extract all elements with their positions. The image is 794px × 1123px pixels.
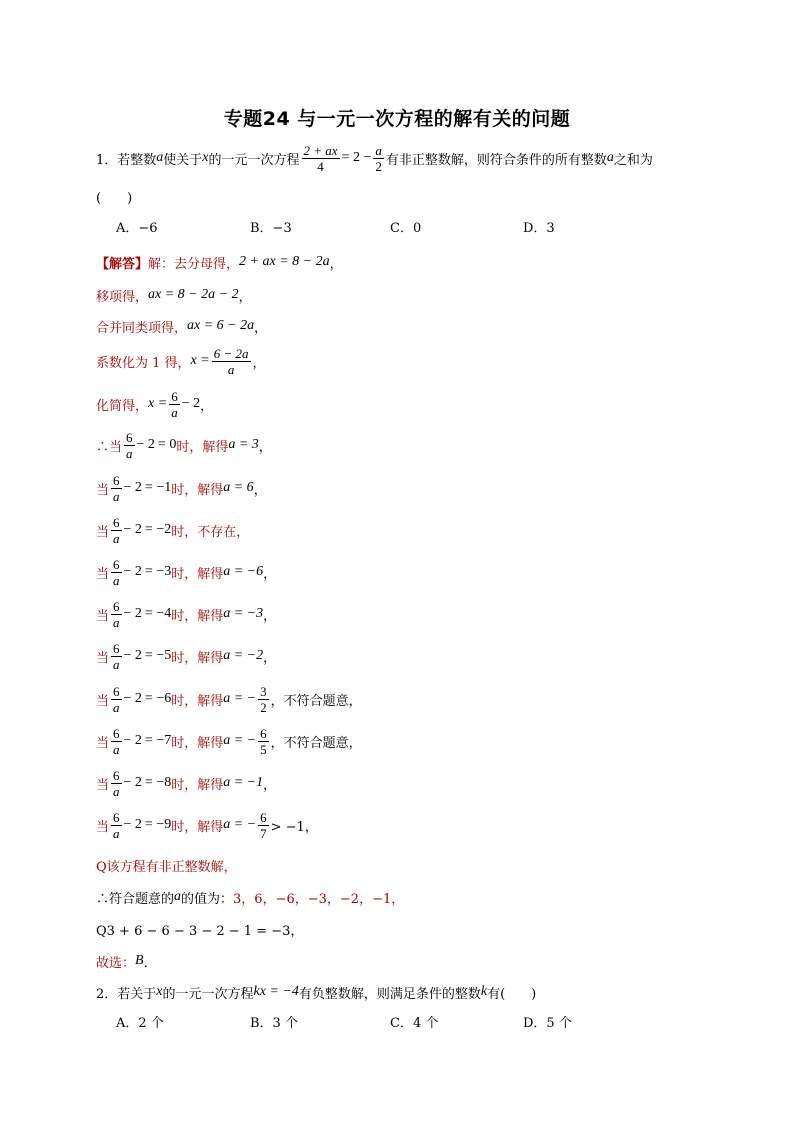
case-minus-two: − 2 (123, 775, 142, 790)
q1-var-a: a (156, 150, 164, 165)
case-prefix: 当 (96, 777, 110, 793)
case-tail: > −1， (270, 819, 318, 835)
solution-case-line (96, 809, 318, 841)
solution-choice-end: ． (143, 955, 157, 971)
case-value: = 0 (157, 437, 177, 452)
q2-suffix: 有负整数解，则满足条件的整数 (298, 986, 481, 1002)
case-minus-two: − 2 (123, 817, 142, 832)
q2-prefix: 2．若关于 (96, 986, 157, 1002)
q2-var-k: k (480, 984, 488, 999)
solution-l2-text: 移项得， (96, 289, 149, 305)
q1-mid1: 使关于 (163, 152, 203, 168)
case-fraction (111, 515, 122, 546)
case-text: 时，解得 (171, 566, 224, 582)
case-result: a = −6 (223, 564, 264, 579)
q2-var-x: x (156, 984, 163, 999)
solution-l1-text: 解：去分母得， (148, 256, 240, 272)
case-frac-denominator: a (113, 699, 120, 715)
case-frac-denominator: a (113, 488, 120, 504)
case-result: a = −3 (223, 606, 264, 621)
solution-line-3 (96, 314, 267, 338)
case-prefix: 当 (96, 693, 110, 709)
q2-option-c[interactable]: C．4 个 (390, 1016, 439, 1031)
case-text: 时，解得 (171, 819, 224, 835)
solution-l3-text: 合并同类项得， (96, 320, 188, 336)
solution-l5-fraction (169, 389, 180, 420)
case-result: a = −1 (223, 775, 264, 790)
q1-fraction-2 (373, 143, 384, 174)
solution-l5-text: 化简得， (96, 398, 149, 414)
q2-option-b[interactable]: B．3 个 (250, 1016, 298, 1031)
solution-l3-math: ax = 6 − 2a (187, 318, 255, 333)
question-2 (96, 980, 536, 1004)
q1-equals: = 2 − (341, 150, 372, 165)
solution-case-line (96, 429, 272, 461)
case-frac-numerator: 6 (113, 556, 120, 572)
case-result-fraction (258, 684, 269, 715)
case-minus-two: − 2 (123, 648, 142, 663)
case-fraction (111, 557, 122, 588)
q2-equation: kx = −4 (253, 984, 299, 999)
case-frac-denominator: a (113, 783, 120, 799)
case-prefix: ∴当 (96, 439, 123, 455)
solution-l4-end: ， (252, 355, 266, 371)
case-frac-denominator: a (126, 445, 133, 461)
case-text: 时，解得 (176, 439, 229, 455)
q1-frac1-numerator: 2 + ax (303, 142, 338, 158)
case-result-denominator: 2 (260, 699, 267, 715)
case-text: 时，不存在， (171, 524, 250, 540)
q1-frac2-denominator: 2 (375, 158, 382, 174)
q1-mid2: 的一元一次方程 (208, 152, 300, 168)
case-tail: ，不符合题意， (270, 735, 362, 751)
solution-l5-rhs: − 2 (181, 396, 201, 411)
case-value: = −2 (144, 522, 172, 537)
q1-var-x: x (202, 150, 209, 165)
case-fraction (111, 810, 122, 841)
solution-l1-math: 2 + ax = 8 − 2a (239, 254, 330, 269)
case-minus-two: − 2 (123, 564, 142, 579)
q1-option-c[interactable]: C．0 (390, 221, 422, 236)
case-frac-numerator: 6 (113, 640, 120, 656)
case-tail: ， (263, 608, 277, 624)
case-result: a = 3 (228, 437, 259, 452)
page-title: 专题24 与一元一次方程的解有关的问题 (223, 108, 571, 130)
case-text: 时，解得 (171, 650, 224, 666)
case-minus-two: − 2 (123, 480, 142, 495)
q1-option-d[interactable]: D．3 (523, 221, 555, 236)
case-minus-two: − 2 (123, 606, 142, 621)
solution-line-1 (96, 250, 343, 274)
case-result: a = − (223, 733, 257, 748)
case-frac-numerator: 6 (113, 598, 120, 614)
case-frac-denominator: a (113, 614, 120, 630)
solution-values-pre: ∴符合题意的 (96, 891, 175, 907)
solution-l3-end: ， (254, 320, 268, 336)
case-prefix: 当 (96, 482, 110, 498)
solution-case-line (96, 556, 277, 588)
case-frac-denominator: a (113, 825, 120, 841)
case-result-numerator: 6 (260, 809, 267, 825)
case-value: = −5 (144, 648, 172, 663)
case-frac-denominator: a (113, 530, 120, 546)
q1-fraction-1 (302, 143, 340, 174)
solution-choice-line (96, 949, 157, 973)
solution-l2-end: ， (238, 289, 252, 305)
case-frac-numerator: 6 (113, 514, 120, 530)
case-result-numerator: 6 (260, 725, 267, 741)
solution-values-mid: 的值为： (181, 891, 234, 907)
case-result-numerator: 3 (260, 683, 267, 699)
solution-line-4 (96, 345, 266, 377)
case-tail: ， (253, 482, 267, 498)
q2-option-a[interactable]: A．2 个 (116, 1016, 164, 1031)
case-minus-two: − 2 (123, 691, 142, 706)
solution-case-line (96, 683, 362, 715)
solution-case-line (96, 598, 277, 630)
solution-tag: 【解答】 (96, 256, 149, 272)
case-frac-denominator: a (113, 741, 120, 757)
solution-l4-denominator: a (227, 361, 235, 377)
solution-l4-lhs: x = (190, 353, 210, 368)
case-result-fraction (258, 810, 269, 841)
case-frac-numerator: 6 (113, 725, 120, 741)
case-result: a = −2 (223, 648, 264, 663)
case-fraction (111, 473, 122, 504)
case-tail: ， (263, 650, 277, 666)
case-text: 时，解得 (171, 608, 224, 624)
case-fraction (111, 768, 122, 799)
q1-suffix-end: 之和为 (613, 152, 653, 168)
case-result: a = − (223, 817, 257, 832)
q1-frac2-numerator: a (375, 142, 382, 158)
case-value: = −4 (144, 606, 172, 621)
case-frac-denominator: a (113, 656, 120, 672)
case-result-fraction (258, 726, 269, 757)
case-value: = −7 (144, 733, 172, 748)
solution-since-line: Q该方程有非正整数解， (96, 859, 237, 875)
case-prefix: 当 (96, 819, 110, 835)
case-minus-two: − 2 (136, 437, 155, 452)
case-text: 时，解得 (171, 693, 224, 709)
solution-l4-fraction (212, 346, 251, 377)
solution-l5-denominator: a (171, 404, 178, 420)
case-tail: ， (263, 566, 277, 582)
case-prefix: 当 (96, 608, 110, 624)
q1-paren: ( ) (96, 190, 133, 206)
case-value: = −1 (144, 480, 172, 495)
solution-line-2 (96, 283, 252, 307)
solution-l5-end: ， (200, 398, 214, 414)
solution-l4-text: 系数化为 1 得， (96, 355, 191, 371)
case-result-denominator: 5 (260, 741, 267, 757)
case-value: = −3 (144, 564, 172, 579)
case-fraction (111, 599, 122, 630)
case-prefix: 当 (96, 524, 110, 540)
question-1 (96, 142, 653, 174)
solution-values-line (96, 885, 404, 909)
case-frac-numerator: 6 (113, 767, 120, 783)
case-fraction (111, 684, 122, 715)
case-result: a = 6 (223, 480, 254, 495)
solution-case-line (96, 725, 362, 757)
solution-choice-answer: B (135, 953, 144, 968)
case-value: = −6 (144, 691, 172, 706)
solution-l5-lhs: x = (148, 396, 168, 411)
case-frac-numerator: 6 (113, 809, 120, 825)
q1-suffix: 有非正整数解，则符合条件的所有整数 (385, 152, 607, 168)
solution-l1-end: ， (329, 256, 343, 272)
case-frac-numerator: 6 (113, 683, 120, 699)
solution-l4-numerator: 6 − 2a (213, 345, 249, 361)
case-text: 时，解得 (171, 482, 224, 498)
case-prefix: 当 (96, 566, 110, 582)
case-minus-two: − 2 (123, 733, 142, 748)
case-prefix: 当 (96, 735, 110, 751)
q2-mid: 的一元一次方程 (162, 986, 254, 1002)
q2-end: 有( ) (487, 986, 537, 1002)
case-value: = −9 (144, 817, 172, 832)
solution-case-line (96, 640, 277, 672)
q1-frac1-denominator: 4 (317, 158, 324, 174)
case-result: a = − (223, 691, 257, 706)
case-tail: ， (263, 777, 277, 793)
case-result-denominator: 7 (260, 825, 267, 841)
case-frac-numerator: 6 (113, 472, 120, 488)
case-minus-two: − 2 (123, 522, 142, 537)
solution-values-a: a (174, 889, 182, 904)
case-prefix: 当 (96, 650, 110, 666)
q2-option-d[interactable]: D．5 个 (523, 1016, 572, 1031)
solution-case-line (96, 514, 250, 546)
solution-case-line (96, 472, 267, 504)
case-tail: ，不符合题意， (270, 693, 362, 709)
solution-choice-label: 故选： (96, 955, 136, 971)
case-text: 时，解得 (171, 735, 224, 751)
solution-values-list: 3，6，−6，−3，−2，−1， (233, 891, 405, 907)
solution-l5-numerator: 6 (171, 388, 178, 404)
q2-options (0, 1012, 794, 1036)
q1-prefix: 1．若整数 (96, 152, 157, 168)
case-tail: ， (258, 439, 272, 455)
solution-sum-line: Q3 + 6 − 6 − 3 − 2 − 1 = −3， (96, 923, 304, 939)
case-frac-denominator: a (113, 572, 120, 588)
q1-option-a[interactable]: A．−6 (116, 221, 158, 236)
case-fraction (111, 641, 122, 672)
solution-line-5 (96, 388, 214, 420)
q1-options (0, 217, 794, 241)
case-value: = −8 (144, 775, 172, 790)
q1-option-b[interactable]: B．−3 (250, 221, 292, 236)
q1-suffix-a: a (606, 150, 614, 165)
solution-case-line (96, 767, 277, 799)
case-frac-numerator: 6 (126, 429, 133, 445)
solution-l2-math: ax = 8 − 2a − 2 (148, 287, 239, 302)
case-fraction (111, 726, 122, 757)
case-fraction (124, 430, 135, 461)
case-text: 时，解得 (171, 777, 224, 793)
